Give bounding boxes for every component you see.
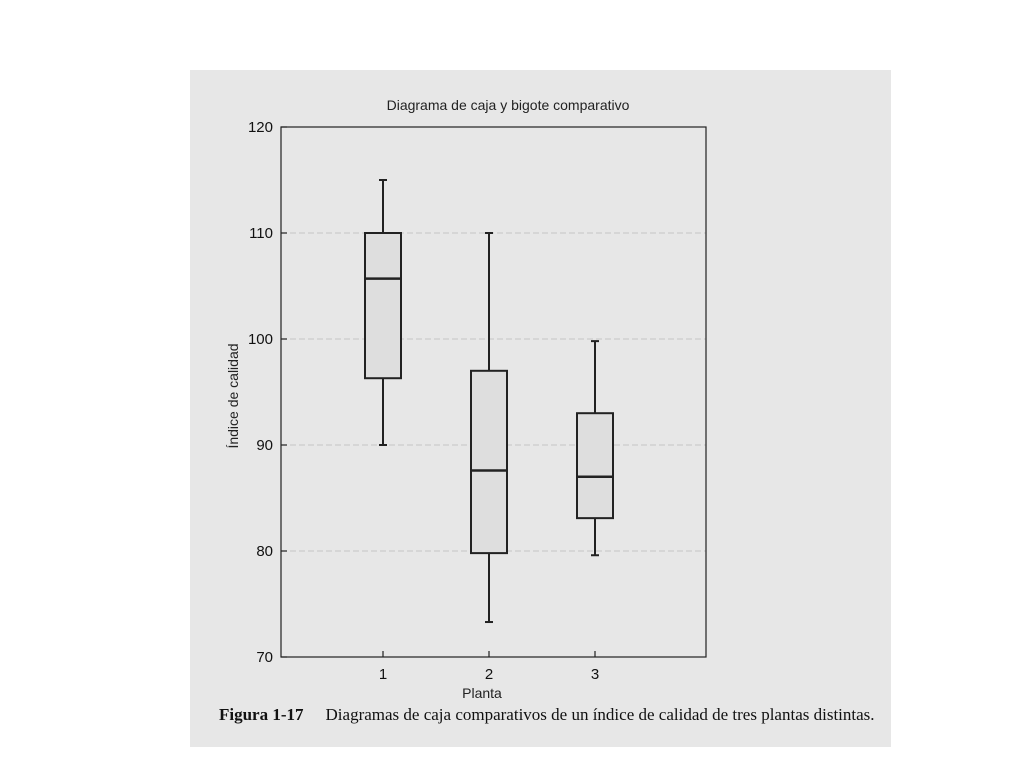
y-tick-label-110: 110	[249, 225, 273, 242]
figure-caption-text: Diagramas de caja comparativos de un índice de calidad de tres plantas distintas.	[325, 705, 875, 724]
x-tick-label-3: 3	[590, 666, 600, 683]
x-tick-label-1: 1	[378, 666, 388, 683]
x-axis-ticks	[379, 651, 599, 683]
box-iqr	[365, 233, 401, 378]
figure-number: Figura 1-17	[219, 705, 304, 724]
box-plant-1	[365, 180, 401, 445]
y-tick-label-120: 120	[247, 119, 273, 136]
box-iqr	[471, 371, 507, 553]
y-tick-label-80: 80	[256, 543, 273, 560]
chart-title: Diagrama de caja y bigote comparativo	[386, 97, 630, 113]
box-series	[365, 180, 613, 622]
x-tick-label-2: 2	[484, 666, 494, 683]
box-iqr	[577, 413, 613, 518]
y-tick-label-100: 100	[247, 331, 273, 348]
box-plant-2	[471, 233, 507, 622]
y-tick-label-70: 70	[256, 649, 273, 666]
y-tick-label-90: 90	[256, 437, 273, 454]
figure-caption	[219, 705, 875, 725]
box-plant-3	[577, 341, 613, 555]
y-axis-label: Índice de calidad	[225, 343, 241, 449]
x-axis-label: Planta	[462, 685, 502, 701]
